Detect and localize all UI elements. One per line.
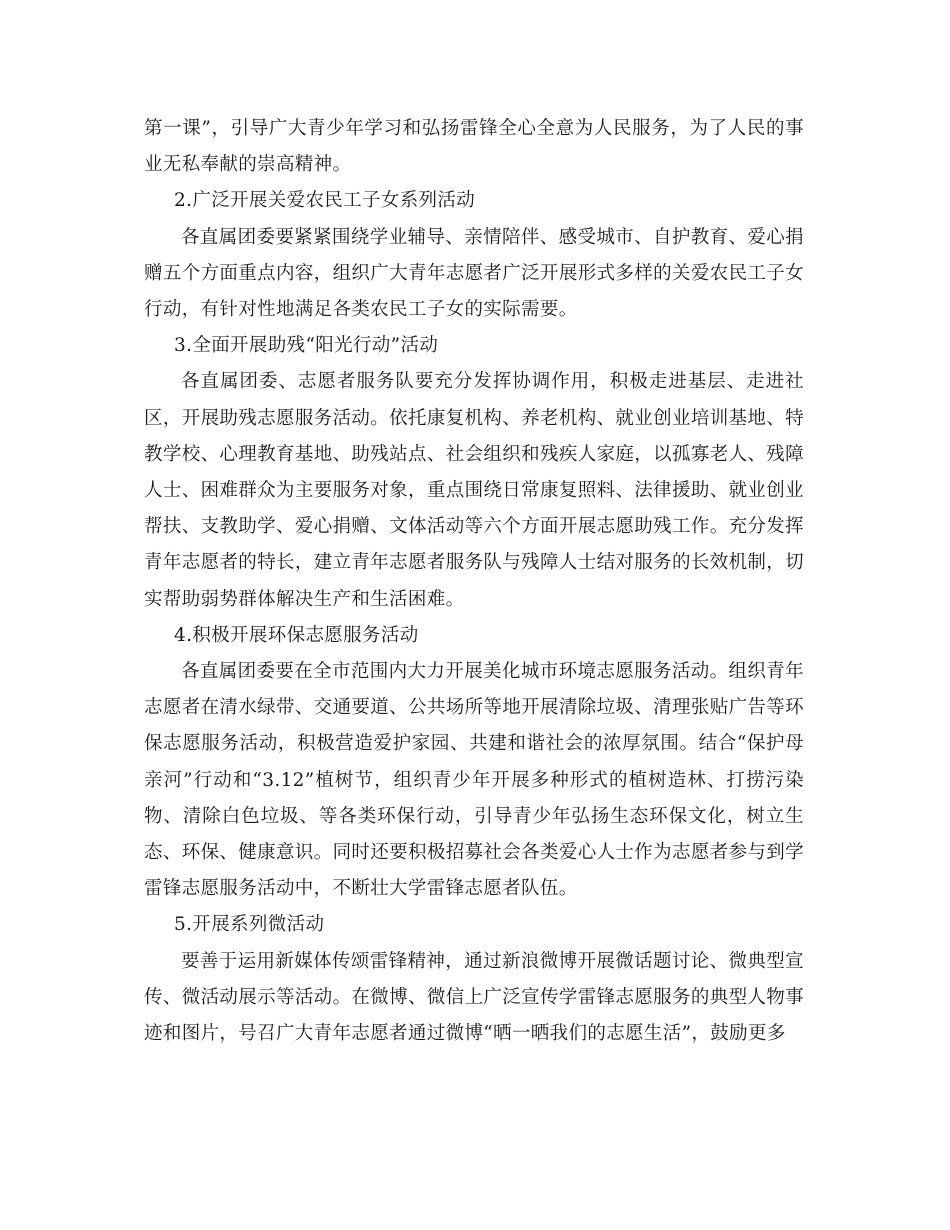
paragraph-section-5: 要善于运用新媒体传颂雷锋精神，通过新浪微博开展微话题讨论、微典型宣传、微活动展示等活动。在微博、微信上广泛宣传学雷锋志愿服务的典型人物事迹和图片，号召广大青年志愿者通过微博“晒一晒我们的志愿生活”，鼓励更多 bbox=[144, 950, 804, 1045]
section-heading-3: 3.全面开展助残“阳光行动”活动 bbox=[174, 335, 439, 357]
paragraph-section-3: 各直属团委、志愿者服务队要充分发挥协调作用，积极走进基层、走进社区，开展助残志愿服务活动。依托康复机构、养老机构、就业创业培训基地、特教学校、心理教育基地、助残站点、社会组织和残疾人家庭，以孤寡老人、残障人士、困难群众为主要服务对象，重点围绕日常康复照料、法律援助、就业创业帮扶、支教助学、爱心捐赠、文体活动等六个方面开展志愿助残工作。充分发挥青年志愿者的特长，建立青年志愿者服务队与残障人士结对服务的长效机制，切实帮助弱势群体解决生产和生活困难。 bbox=[144, 371, 804, 610]
section-heading-5: 5.开展系列微活动 bbox=[174, 914, 325, 936]
paragraph-continuation: 第一课”，引导广大青少年学习和弘扬雷锋全心全意为人民服务，为了人民的事业无私奉献的崇高精神。 bbox=[144, 118, 804, 176]
section-heading-2: 2.广泛开展关爱农民工子女系列活动 bbox=[174, 190, 476, 212]
section-heading-4: 4.积极开展环保志愿服务活动 bbox=[174, 624, 419, 646]
document-body bbox=[144, 111, 804, 1052]
paragraph-section-4: 各直属团委要在全市范围内大力开展美化城市环境志愿服务活动。组织青年志愿者在清水绿带、交通要道、公共场所等地开展清除垃圾、清理张贴广告等环保志愿服务活动，积极营造爱护家园、共建和谐社会的浓厚氛围。结合“保护母亲河”行动和“3.12”植树节，组织青少年开展多种形式的植树造林、打捞污染物、清除白色垃圾、等各类环保行动，引导青少年弘扬生态环保文化，树立生态、环保、健康意识。同时还要积极招募社会各类爱心人士作为志愿者参与到学雷锋志愿服务活动中，不断壮大学雷锋志愿者队伍。 bbox=[144, 661, 804, 900]
paragraph-section-2: 各直属团委要紧紧围绕学业辅导、亲情陪伴、感受城市、自护教育、爱心捐赠五个方面重点内容，组织广大青年志愿者广泛开展形式多样的关爱农民工子女行动，有针对性地满足各类农民工子女的实际需要。 bbox=[144, 226, 804, 321]
